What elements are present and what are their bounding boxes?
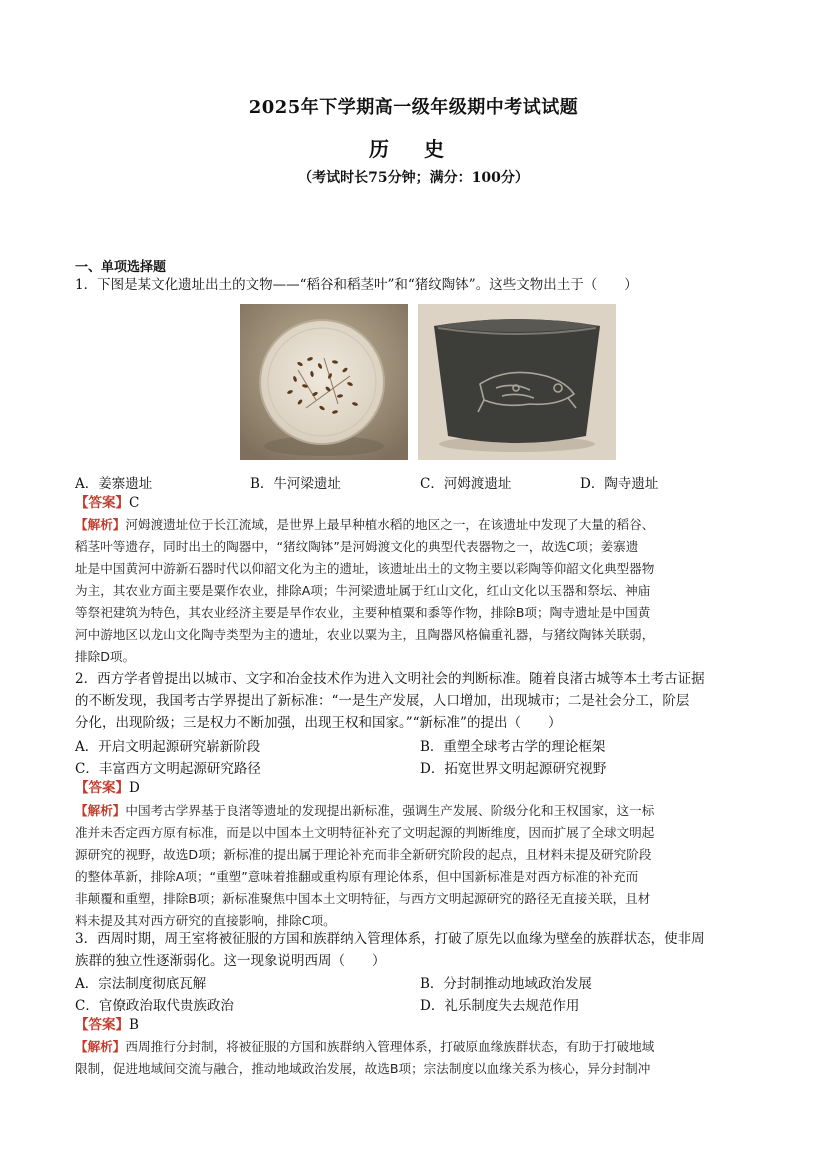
q2-answer <box>75 777 755 799</box>
q1-explanation-line: 河中游地区以龙山文化陶寺类型为主的遗址，农业以粟为主，且陶器风格偏重礼器，与猪纹陶钵关联弱， <box>75 627 655 642</box>
q1-explanation-line: 【解析】河姆渡遗址位于长江流域，是世界上最早种植水稻的地区之一，在该遗址中发现了大量的稻谷、 <box>75 517 655 532</box>
q1-explanation-line: 稻茎叶等遗存，同时出土的陶器中，“猪纹陶钵”是河姆渡文化的典型代表器物之一，故选C项；姜寨遗 <box>75 539 639 554</box>
explanation-tag: 【解析】 <box>75 517 126 532</box>
q1-option-b: B．牛河梁遗址 <box>250 476 341 492</box>
q2-option-a: A．开启文明起源研究崭新阶段 <box>75 739 261 755</box>
q1-answer <box>75 492 755 514</box>
pig-pattern-pottery-bowl-illustration <box>418 304 616 460</box>
q1-explanation-line: 排除D项。 <box>75 649 136 664</box>
q1-option-c: C．河姆渡遗址 <box>420 476 512 492</box>
answer-value: D <box>129 780 140 796</box>
explanation-tag: 【解析】 <box>75 1039 126 1054</box>
question-2-stem: 的不断发现，我国考古学界提出了新标准：“一是生产发展，人口增加，出现城市；二是社会分工，阶层 <box>75 693 690 709</box>
q1-explanation-line: 等祭祀建筑为特色，其农业经济主要是旱作农业，主要种植粟和黍等作物，排除B项；陶寺遗址是中国黄 <box>75 605 651 620</box>
question-2-stem: 2．西方学者曾提出以城市、文字和冶金技术作为进入文明社会的判断标准。随着良渚古城等本土考古证据 <box>75 671 705 687</box>
q2-explanation-line: 非颠覆和重塑，排除B项；新标准聚焦中国本土文明特征，与西方文明起源研究的路径无直接关联，且材 <box>75 891 651 906</box>
question-3-stem: 3．西周时期，周王室将被征服的方国和族群纳入管理体系，打破了原先以血缘为壁垒的族群状态，使非周 <box>75 931 705 947</box>
explanation-tag: 【解析】 <box>75 803 126 818</box>
q2-explanation-line: 的整体革新，排除A项；“重塑”意味着推翻或重构原有理论体系，但中国新标准是对西方标准的补充而 <box>75 869 639 884</box>
q1-option-a: A．姜寨遗址 <box>75 476 153 492</box>
q2-option-b: B．重塑全球考古学的理论框架 <box>420 739 606 755</box>
q1-explanation-line: 址是中国黄河中游新石器时代以仰韶文化为主的遗址，该遗址出土的文物主要以彩陶等仰韶文化典型器物 <box>75 561 655 576</box>
q3-option-d: D．礼乐制度失去规范作用 <box>420 998 580 1014</box>
subject-title: 历 史 <box>369 137 458 161</box>
question-3-stem: 族群的独立性逐渐弱化。这一现象说明西周（ ） <box>75 953 386 969</box>
answer-value: B <box>129 1017 139 1033</box>
answer-tag: 【答案】 <box>75 495 129 511</box>
rice-grain-artifact-illustration <box>240 304 408 460</box>
exam-info: （考试时长75分钟；满分：100分） <box>298 170 529 186</box>
answer-value: C <box>129 495 140 511</box>
answer-tag: 【答案】 <box>75 780 129 796</box>
q2-explanation-line: 准并未否定西方原有标准，而是以中国本土文明特征补充了文明起源的判断维度，因而扩展了全球文明起 <box>75 825 655 840</box>
q3-option-a: A．宗法制度彻底瓦解 <box>75 976 207 992</box>
q2-explanation-line: 料未提及其对西方研究的直接影响，排除C项。 <box>75 913 336 928</box>
q3-option-b: B．分封制推动地域政治发展 <box>420 976 592 992</box>
pig-pattern-pottery-bowl-image <box>418 304 616 460</box>
question-2-stem: 分化，出现阶级；三是权力不断加强，出现王权和国家。”“新标准”的提出（ ） <box>75 715 562 731</box>
q3-option-c: C．官僚政治取代贵族政治 <box>75 998 234 1014</box>
answer-tag: 【答案】 <box>75 1017 129 1033</box>
question-1-stem: 1．下图是某文化遗址出土的文物——“稻谷和稻茎叶”和“猪纹陶钵”。这些文物出土于（ ） <box>75 277 638 293</box>
q2-explanation-line: 源研究的视野，故选D项；新标准的提出属于理论补充而非全新研究阶段的起点，且材料未提及研究阶段 <box>75 847 652 862</box>
q2-option-d: D．拓宽世界文明起源研究视野 <box>420 761 607 777</box>
q3-answer <box>75 1014 755 1036</box>
section-heading: 一、单项选择题 <box>75 260 167 275</box>
q2-explanation-line: 【解析】中国考古学界基于良渚等遗址的发现提出新标准，强调生产发展、阶级分化和王权国家，这一标 <box>75 803 655 818</box>
q3-explanation-line: 限制，促进地域间交流与融合，推动地域政治发展，故选B项；宗法制度以血缘关系为核心，异分封制冲 <box>75 1061 651 1076</box>
rice-grain-artifact-image <box>240 304 408 460</box>
q3-explanation-line: 【解析】西周推行分封制，将被征服的方国和族群纳入管理体系，打破原血缘族群状态，有助于打破地域 <box>75 1039 655 1054</box>
q1-explanation-line: 为主，其农业方面主要是粟作农业，排除A项；牛河梁遗址属于红山文化，红山文化以玉器和祭坛、神庙 <box>75 583 651 598</box>
q1-option-d: D．陶寺遗址 <box>580 476 659 492</box>
q2-option-c: C．丰富西方文明起源研究路径 <box>75 761 261 777</box>
page-title: 2025年下学期高一级年级期中考试试题 <box>248 97 579 118</box>
